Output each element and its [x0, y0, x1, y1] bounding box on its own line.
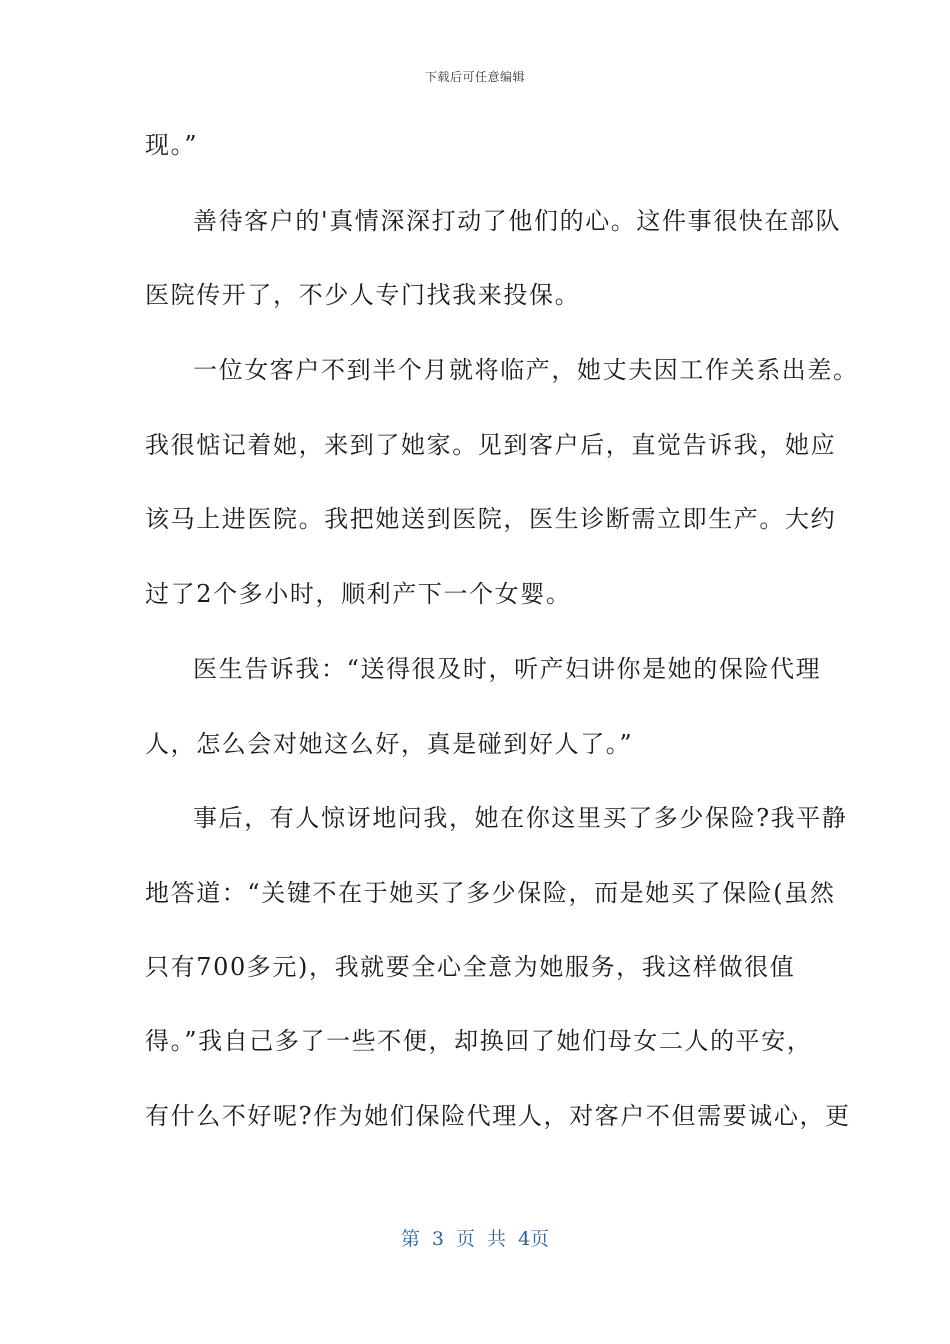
page-number: 第 3 页 共 4页: [400, 1228, 550, 1250]
text-line-1: 现。”: [145, 131, 199, 159]
text-line-14: 有什么不好呢?作为她们保险代理人，对客户不但需要诚心，更: [145, 1102, 851, 1130]
text-line-8: 医生告诉我：“送得很及时，听产妇讲你是她的保险代理: [193, 655, 822, 683]
text-line-2: 善待客户的'真情深深打动了他们的心。这件事很快在部队: [193, 207, 842, 235]
header-note: 下载后可任意编辑: [424, 70, 525, 84]
text-line-11: 地答道：“关键不在于她买了多少保险，而是她买了保险(虽然: [145, 879, 836, 907]
text-line-7: 过了2个多小时，顺利产下一个女婴。: [145, 580, 572, 608]
text-line-3: 医院传开了，不少人专门找我来投保。: [145, 281, 581, 309]
text-line-6: 该马上进医院。我把她送到医院，医生诊断需立即生产。大约: [145, 505, 837, 533]
text-line-5: 我很惦记着她，来到了她家。见到客户后，直觉告诉我，她应: [145, 431, 837, 459]
text-line-10: 事后，有人惊讶地问我，她在你这里买了多少保险?我平静: [193, 804, 848, 832]
text-line-13: 得。”我自己多了一些不便，却换回了她们母女二人的平安，: [145, 1027, 813, 1055]
text-line-4: 一位女客户不到半个月就将临产，她丈夫因工作关系出差。: [193, 356, 859, 384]
text-line-9: 人，怎么会对她这么好，真是碰到好人了。”: [145, 730, 634, 758]
text-line-12: 只有700多元)，我就要全心全意为她服务，我这样做很值: [145, 953, 796, 981]
